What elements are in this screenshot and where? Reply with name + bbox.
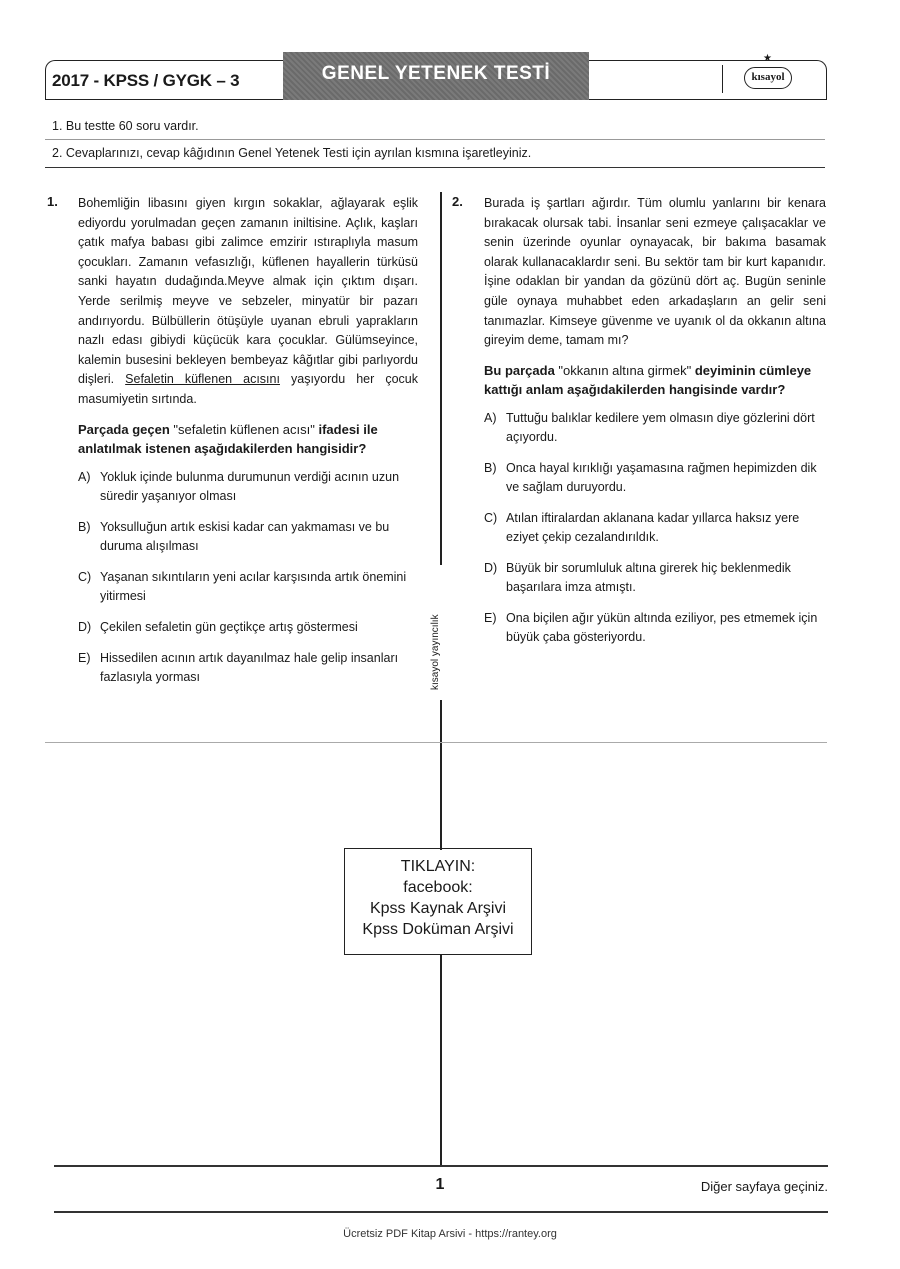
- option-letter: A): [484, 410, 497, 425]
- underlined-phrase: Sefaletin küflenen acısını: [125, 372, 280, 387]
- option-letter: C): [484, 510, 498, 525]
- exam-code: 2017 - KPSS / GYGK – 3: [52, 71, 240, 90]
- option-text: Yokluk içinde bulunma durumunun verdiği acının uzun süredir yaşanıyor olması: [100, 469, 400, 503]
- publisher-logo: kısayol: [744, 67, 792, 89]
- option-d[interactable]: [78, 618, 418, 637]
- option-e[interactable]: [484, 609, 826, 647]
- footer-top-rule: [54, 1165, 828, 1167]
- option-text: Tuttuğu balıklar kedilere yem olmasın diye gözlerini dört açıyordu.: [506, 410, 815, 444]
- question-2-passage: Burada iş şartları ağırdır. Tüm olumlu yanlarını bir kenara bırakacak olursak tabi. İnsanlar seni ezmeye çalışacaklar ve senin üzerinde oyunlar oynayacak, bir bakıma basamak olarak kullanacaklardır seni. Bu sektör tam bir kurt kapanıdır. İşine odaklan bir yandan da gözünü dört aç. Bugün seninle güle oynaya muhabbet eden arkadaşların an gelir seni tanımazlar. Kimseye güvenme ve uyanık ol da okkanın altına gireyim deme, tamam mı?: [484, 196, 826, 348]
- test-title: GENEL YETENEK TESTİ: [321, 63, 551, 84]
- instruction-2: 2. Cevaplarınızı, cevap kâğıdının Genel Yetenek Testi için ayrılan kısmına işaretleyiniz.: [52, 146, 532, 160]
- stem-bold: Bu parçada: [484, 362, 555, 378]
- column-divider: [440, 700, 442, 850]
- source-note[interactable]: Ücretsiz PDF Kitap Arsivi - https://rantey.org: [343, 1228, 557, 1240]
- page-number: 1: [435, 1176, 445, 1193]
- column-divider: [440, 192, 442, 565]
- option-b[interactable]: [484, 459, 826, 497]
- content-bottom-rule: [45, 742, 827, 743]
- column-divider: [440, 955, 442, 1165]
- option-e[interactable]: [78, 649, 418, 687]
- option-text: Ona biçilen ağır yükün altında eziliyor, pes etmemek için büyük çaba gösteriyordu.: [506, 610, 818, 644]
- instruction-bottom-rule: [45, 167, 825, 168]
- promo-line: Kpss Kaynak Arşivi: [369, 900, 507, 917]
- next-page-note: Diğer sayfaya geçiniz.: [700, 1179, 828, 1194]
- promo-line: facebook:: [403, 879, 473, 896]
- question-2-stem: [484, 361, 826, 399]
- option-c[interactable]: [484, 509, 826, 547]
- test-title-banner: [283, 52, 589, 100]
- question-number: 1.: [47, 194, 58, 209]
- instruction-1: 1. Bu testte 60 soru vardır.: [52, 119, 199, 133]
- option-a[interactable]: [78, 468, 418, 506]
- option-letter: D): [484, 560, 498, 575]
- question-1-stem: [78, 420, 418, 458]
- stem-quote: "okkanın altına girmek": [554, 362, 695, 378]
- option-text: Hissedilen acının artık dayanılmaz hale gelip insanları fazlasıyla yorması: [100, 650, 399, 684]
- stem-quote: "sefaletin küflenen acısı": [169, 421, 319, 437]
- option-d[interactable]: [484, 559, 826, 597]
- publisher-side-label: kısayol yayıncılık: [430, 614, 441, 690]
- question-2: [484, 194, 826, 659]
- option-b[interactable]: [78, 518, 418, 556]
- exam-code-box: [45, 60, 283, 100]
- option-letter: C): [78, 569, 92, 584]
- option-letter: B): [484, 460, 497, 475]
- star-icon: ★: [763, 53, 772, 64]
- stem-bold: deyiminin cümleye kattığı anlam aşağıdakilerden hangisinde vardır?: [484, 362, 812, 397]
- promo-line: TIKLAYIN:: [400, 858, 476, 875]
- passage-text: yaşıyordu her çocuk masumiyetin sırtında.: [78, 372, 418, 406]
- promo-line: Kpss Doküman Arşivi: [362, 921, 514, 938]
- instruction-divider: [45, 139, 825, 140]
- question-1: [78, 194, 418, 699]
- option-letter: B): [78, 519, 91, 534]
- passage-text: Bohemliğin libasını giyen kırgın sokaklar, ağlayarak eşlik ediyordu yorulmadan geçen zamanın iniltisine. Açlık, kaşları çatık mafya babası gibi zalimce emzirir ıstıraplıyla masum çocukları. Zamanın vefasızlığı, küflenen hayallerin türküsü sanki hayatın dudağında.Meyve almak için çıktım dışarı. Yerde serilmiş meyve ve sebzeler, minyatür bir pazarı andırıyordu. Bülbüllerin ötüşüyle uyanan ebruli yaprakların nazlı edası gibiydi küçücük kara çocuklar. Gülümseyince, kalemin busesini bekleyen bembeyaz kâğıtlar gibi parlıyordu dişleri.: [78, 196, 418, 387]
- logo-box: [589, 53, 827, 100]
- option-letter: E): [78, 650, 91, 665]
- page-header: [45, 52, 827, 102]
- promo-box[interactable]: [344, 848, 532, 955]
- question-number: 2.: [452, 194, 463, 209]
- question-1-options: [78, 468, 418, 687]
- option-text: Çekilen sefaletin gün geçtikçe artış göstermesi: [100, 619, 358, 634]
- question-2-options: [484, 409, 826, 647]
- option-text: Onca hayal kırıklığı yaşamasına rağmen hepimizden dik ve sağlam duruyordu.: [506, 460, 817, 494]
- stem-bold: Parçada geçen: [78, 421, 170, 437]
- option-a[interactable]: [484, 409, 826, 447]
- option-text: Yaşanan sıkıntıların yeni acılar karşısında artık önemini yitirmesi: [100, 569, 407, 603]
- footer-bottom-rule: [54, 1211, 828, 1213]
- question-1-passage: [78, 194, 418, 410]
- option-text: Atılan iftiralardan aklanana kadar yıllarca haksız yere eziyet çekip cezalandırıldık.: [506, 510, 800, 544]
- option-c[interactable]: [78, 568, 418, 606]
- stem-bold: ifadesi ile anlatılmak istenen aşağıdakilerden hangisidir?: [78, 421, 378, 456]
- option-text: Yoksulluğun artık eskisi kadar can yakmaması ve bu duruma alışılması: [100, 519, 390, 553]
- option-letter: D): [78, 619, 92, 634]
- logo-box-divider: [593, 65, 723, 93]
- option-letter: E): [484, 610, 497, 625]
- option-letter: A): [78, 469, 91, 484]
- option-text: Büyük bir sorumluluk altına girerek hiç beklenmedik başarılara imza atmıştı.: [506, 560, 791, 594]
